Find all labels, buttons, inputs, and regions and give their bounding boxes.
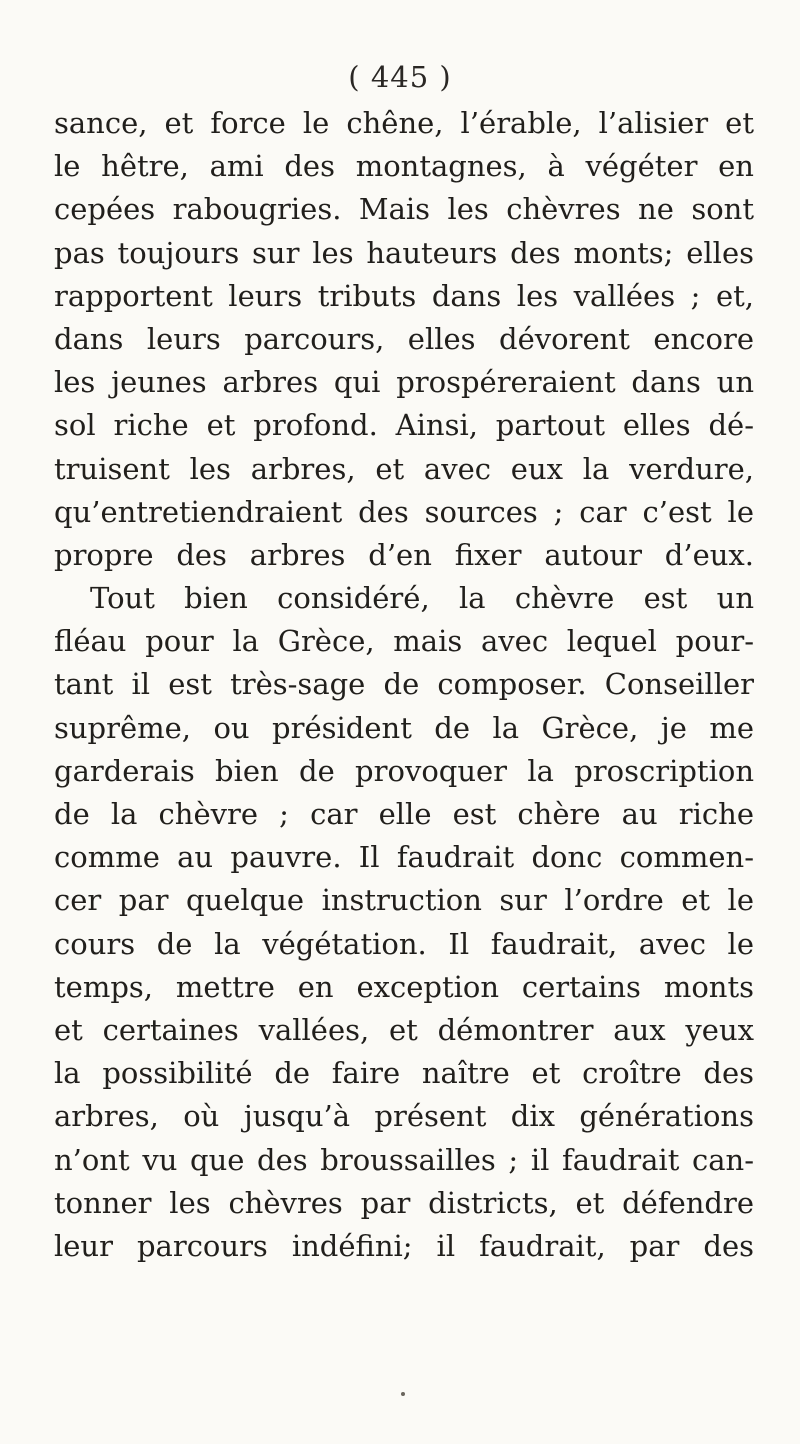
text-line: suprême, ou président de la Grèce, je me: [54, 710, 754, 745]
text-line: pas toujours sur les hauteurs des monts; elles: [54, 235, 754, 270]
text-line: sance, et force le chêne, l’érable, l’alisier et: [54, 106, 754, 140]
text-line: tonner les chèvres par districts, et défendre: [54, 1185, 754, 1220]
text-line: et certaines vallées, et démontrer aux yeux: [54, 1012, 754, 1047]
text-line: comme au pauvre. Il faudrait donc commen-: [54, 840, 754, 875]
paper-speck: [401, 1392, 405, 1396]
text-line: n’ont vu que des broussailles ; il faudrait can-: [54, 1142, 754, 1177]
text-line: cepées rabougries. Mais les chèvres ne sont: [54, 192, 754, 227]
text-line: le hêtre, ami des montagnes, à végéter en: [54, 149, 754, 184]
text-line: tant il est très-sage de composer. Conseiller: [54, 667, 754, 702]
text-line: sol riche et profond. Ainsi, partout elles dé-: [54, 408, 754, 443]
text-line: rapportent leurs tributs dans les vallées ; et,: [54, 278, 754, 313]
text-line: qu’entretiendraient des sources ; car c’est le: [54, 494, 754, 529]
text-line: la possibilité de faire naître et croître des: [54, 1056, 754, 1091]
text-line: leur parcours indéfini; il faudrait, par des: [54, 1228, 754, 1263]
text-line: fléau pour la Grèce, mais avec lequel pour-: [54, 624, 754, 659]
page-number: ( 445 ): [348, 60, 452, 94]
text-line: cer par quelque instruction sur l’ordre et le: [54, 883, 754, 918]
text-line: les jeunes arbres qui prospéreraient dans un: [54, 365, 754, 400]
text-line: garderais bien de provoquer la proscription: [54, 753, 754, 788]
text-line: temps, mettre en exception certains monts: [54, 969, 754, 1004]
text-line: propre des arbres d’en fixer autour d’eux.: [54, 537, 754, 572]
text-line: arbres, où jusqu’à présent dix générations: [54, 1099, 754, 1134]
body-text: [54, 102, 754, 1268]
text-line: de la chèvre ; car elle est chère au riche: [54, 797, 754, 831]
text-line: dans leurs parcours, elles dévorent encore: [54, 321, 754, 356]
text-line: cours de la végétation. Il faudrait, avec le: [54, 926, 754, 961]
text-line: truisent les arbres, et avec eux la verdure,: [54, 451, 754, 486]
paragraph-first-line: Tout bien considéré, la chèvre est un: [90, 581, 754, 616]
